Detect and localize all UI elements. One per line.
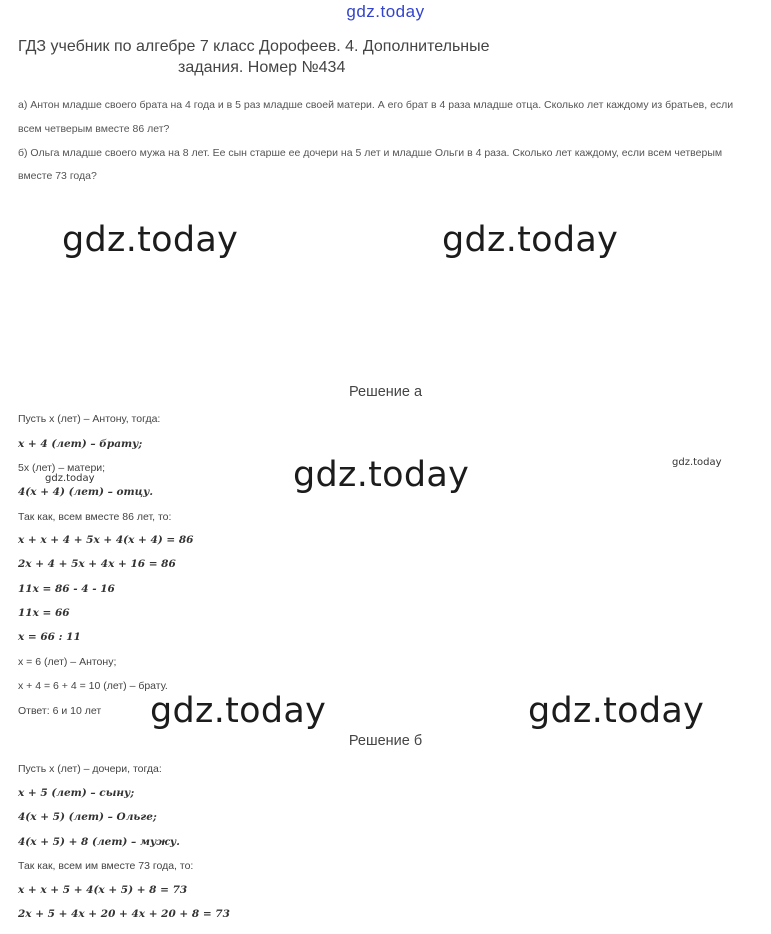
solution-a-line: 4(x + 4) (лет) – отцу. [18,486,154,498]
watermark-small: gdz.today [45,473,95,484]
solution-a-line: 2x + 4 + 5x + 4x + 16 = 86 [18,558,176,570]
solution-a-line: Пусть x (лет) – Антону, тогда: [18,413,161,425]
solution-b-line: x + x + 5 + 4(x + 5) + 8 = 73 [18,884,188,896]
solution-b-line: 4(x + 5) (лет) – Ольге; [18,811,157,823]
solution-a-answer: Ответ: 6 и 10 лет [18,705,102,717]
solution-b-line: 4(x + 5) + 8 (лет) – мужу. [18,836,180,848]
problem-a-line-1: а) Антон младше своего брата на 4 года и в 5 раз младше своей матери. А его брат в 4 раза младше отца. Сколько лет каждому из братьев, если [18,99,734,111]
solution-a-heading: Решение а [348,384,423,400]
solution-a-line: x + x + 4 + 5x + 4(x + 4) = 86 [18,534,194,546]
page-title-line-1: ГДЗ учебник по алгебре 7 класс Дорофеев. 4. Дополнительные [18,38,490,55]
solution-b-line: Так как, всем им вместе 73 года, то: [18,860,194,872]
solution-a-line: x + 4 (лет) – брату; [18,438,143,450]
problem-a-line-2: всем четверым вместе 86 лет? [18,123,170,135]
site-logo[interactable]: gdz.today [346,2,425,21]
watermark: gdz.today [150,691,327,731]
watermark-small: gdz.today [672,457,722,468]
page-title-line-2: задания. Номер №434 [178,59,346,76]
solution-a-line: x = 66 : 11 [18,631,81,643]
solution-b-line: Пусть x (лет) – дочери, тогда: [18,763,162,775]
watermark: gdz.today [62,220,239,260]
solution-a-line: 11x = 66 [18,607,70,619]
solution-a-line: 11x = 86 - 4 - 16 [18,583,115,595]
problem-b-line-1: б) Ольга младше своего мужа на 8 лет. Ее сын старше ее дочери на 5 лет и младше Ольги в 4 раза. Сколько лет каждому, если всем четверым [18,147,723,159]
solution-b-line: 2x + 5 + 4x + 20 + 4x + 20 + 8 = 73 [18,908,230,920]
problem-b-line-2: вместе 73 года? [18,170,97,182]
watermark: gdz.today [442,220,619,260]
solution-b-line: x + 5 (лет) – сыну; [18,787,135,799]
solution-a-line: 5x (лет) – матери; [18,462,106,474]
solution-a-line: x = 6 (лет) – Антону; [18,656,117,668]
watermark: gdz.today [293,455,470,495]
solution-a-line: Так как, всем вместе 86 лет, то: [18,511,172,523]
solution-b-heading: Решение б [348,733,423,749]
watermark: gdz.today [528,691,705,731]
solution-a-line: x + 4 = 6 + 4 = 10 (лет) – брату. [18,680,168,692]
